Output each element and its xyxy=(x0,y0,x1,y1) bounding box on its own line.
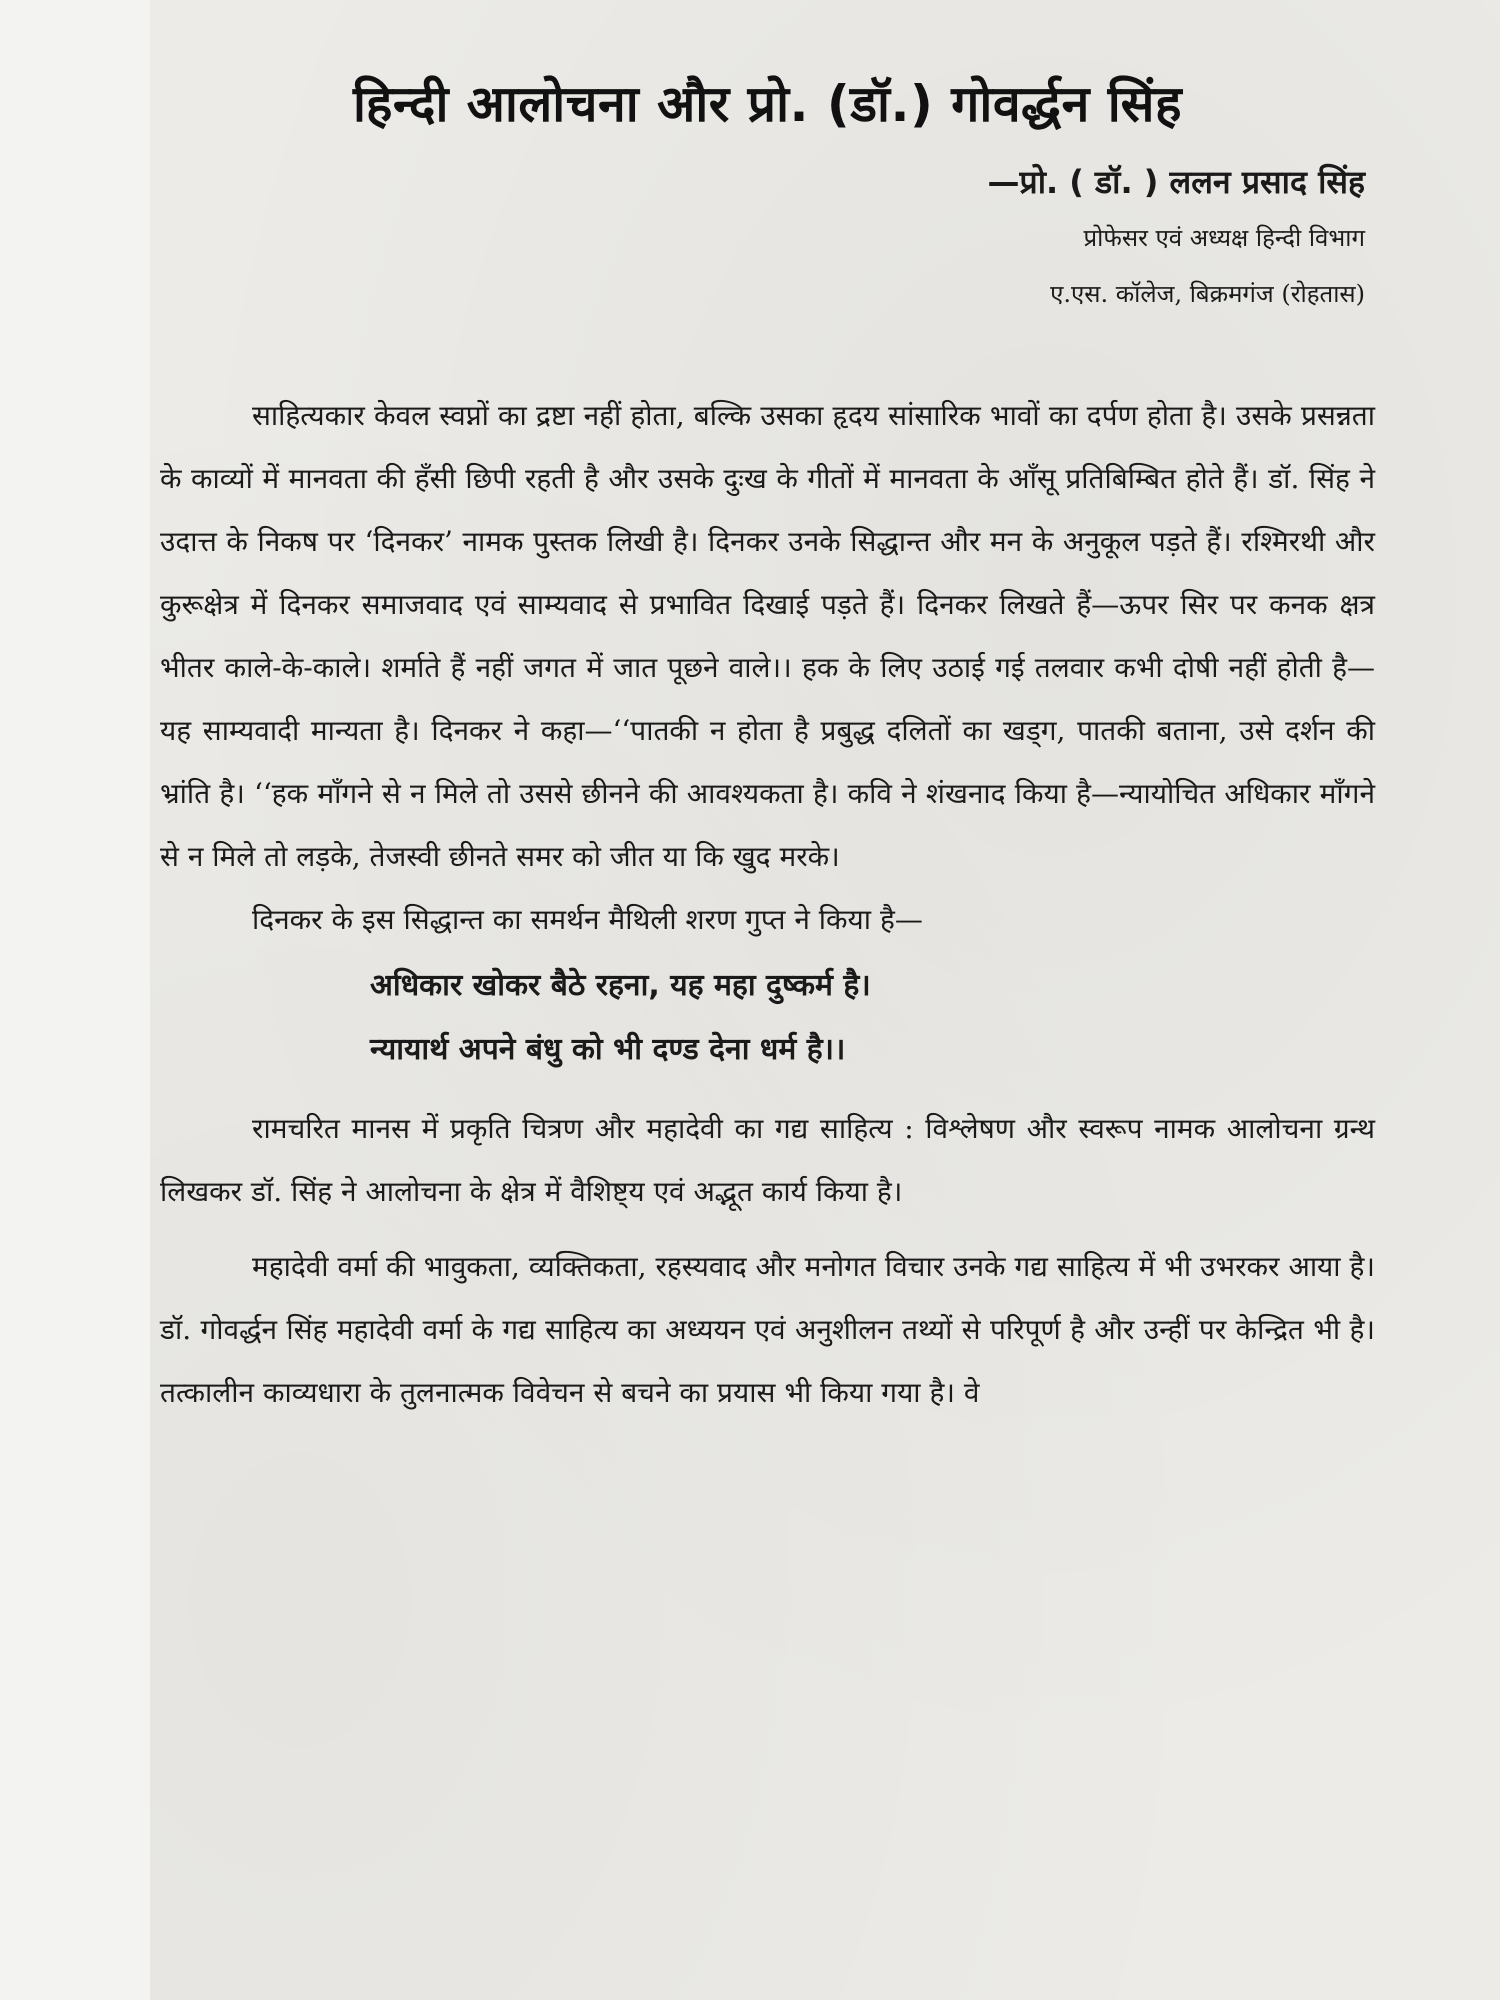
author-institution: ए.एस. कॉलेज, बिक्रमगंज (रोहतास) xyxy=(1050,280,1365,308)
paragraph: महादेवी वर्मा की भावुकता, व्यक्तिकता, रहस्यवाद और मनोगत विचार उनके गद्य साहित्य में भी उभरकर आया है। डॉ. गोवर्द्धन सिंह महादेवी वर्मा के गद्य साहित्य का अध्ययन एवं अनुशीलन तथ्यों से परिपूर्ण है और उन्हीं पर केन्द्रित भी है। तत्कालीन काव्यधारा के तुलनात्मक विवेचन से बचने का प्रयास भी किया गया है। वे xyxy=(160,1250,1375,1409)
verse-line: अधिकार खोकर बैठे रहना, यह महा दुष्कर्म है। xyxy=(370,968,871,1003)
article-title: हिन्दी आलोचना और प्रो. (डॉ.) गोवर्द्धन सिंह xyxy=(352,75,1183,133)
article xyxy=(160,40,1375,1424)
author-name: —प्रो. ( डॉ. ) ललन प्रसाद सिंह xyxy=(987,163,1365,201)
verse-line: न्यायार्थ अपने बंधु को भी दण्ड देना धर्म है।। xyxy=(370,1032,846,1067)
author-designation: प्रोफेसर एवं अध्यक्ष हिन्दी विभाग xyxy=(1083,224,1365,252)
paragraph: रामचरित मानस में प्रकृति चित्रण और महादेवी का गद्य साहित्य : विश्लेषण और स्वरूप नामक आलोचना ग्रन्थ लिखकर डॉ. सिंह ने आलोचना के क्षेत्र में वैशिष्ट्य एवं अद्भूत कार्य किया है। xyxy=(160,1112,1375,1208)
page-margin xyxy=(0,0,150,2000)
article-body xyxy=(160,384,1375,1424)
paragraph: दिनकर के इस सिद्धान्त का समर्थन मैथिली शरण गुप्त ने किया है— xyxy=(252,903,923,936)
paragraph: साहित्यकार केवल स्वप्नों का द्रष्टा नहीं होता, बल्कि उसका हृदय सांसारिक भावों का दर्पण होता है। उसके प्रसन्नता के काव्यों में मानवता की हँसी छिपी रहती है और उसके दुःख के गीतों में मानवता के आँसू प्रतिबिम्बित होते हैं। डॉ. सिंह ने उदात्त के निकष पर ‘दिनकर’ नामक पुस्तक लिखी है। दिनकर उनके सिद्धान्त और मन के अनुकूल पड़ते हैं। रश्मिरथी और कुरूक्षेत्र में दिनकर समाजवाद एवं साम्यवाद से प्रभावित दिखाई पड़ते हैं। दिनकर लिखते हैं—ऊपर सिर पर कनक क्षत्र भीतर काले-के-काले। शर्माते हैं नहीं जगत में जात पूछने वाले।। हक के लिए उठाई गई तलवार कभी दोषी नहीं होती है—यह साम्यवादी मान्यता है। दिनकर ने कहा—‘‘पातकी न होता है प्रबुद्ध दलितों का खड्ग, पातकी बताना, उसे दर्शन की भ्रांति है। ‘‘हक माँगने से न मिले तो उससे छीनने की आवश्यकता है। कवि ने शंखनाद किया है—न्यायोचित अधिकार माँगने से न मिले तो लड़के, तेजस्वी छीनते समर को जीत या कि खुद मरके। xyxy=(160,399,1375,873)
